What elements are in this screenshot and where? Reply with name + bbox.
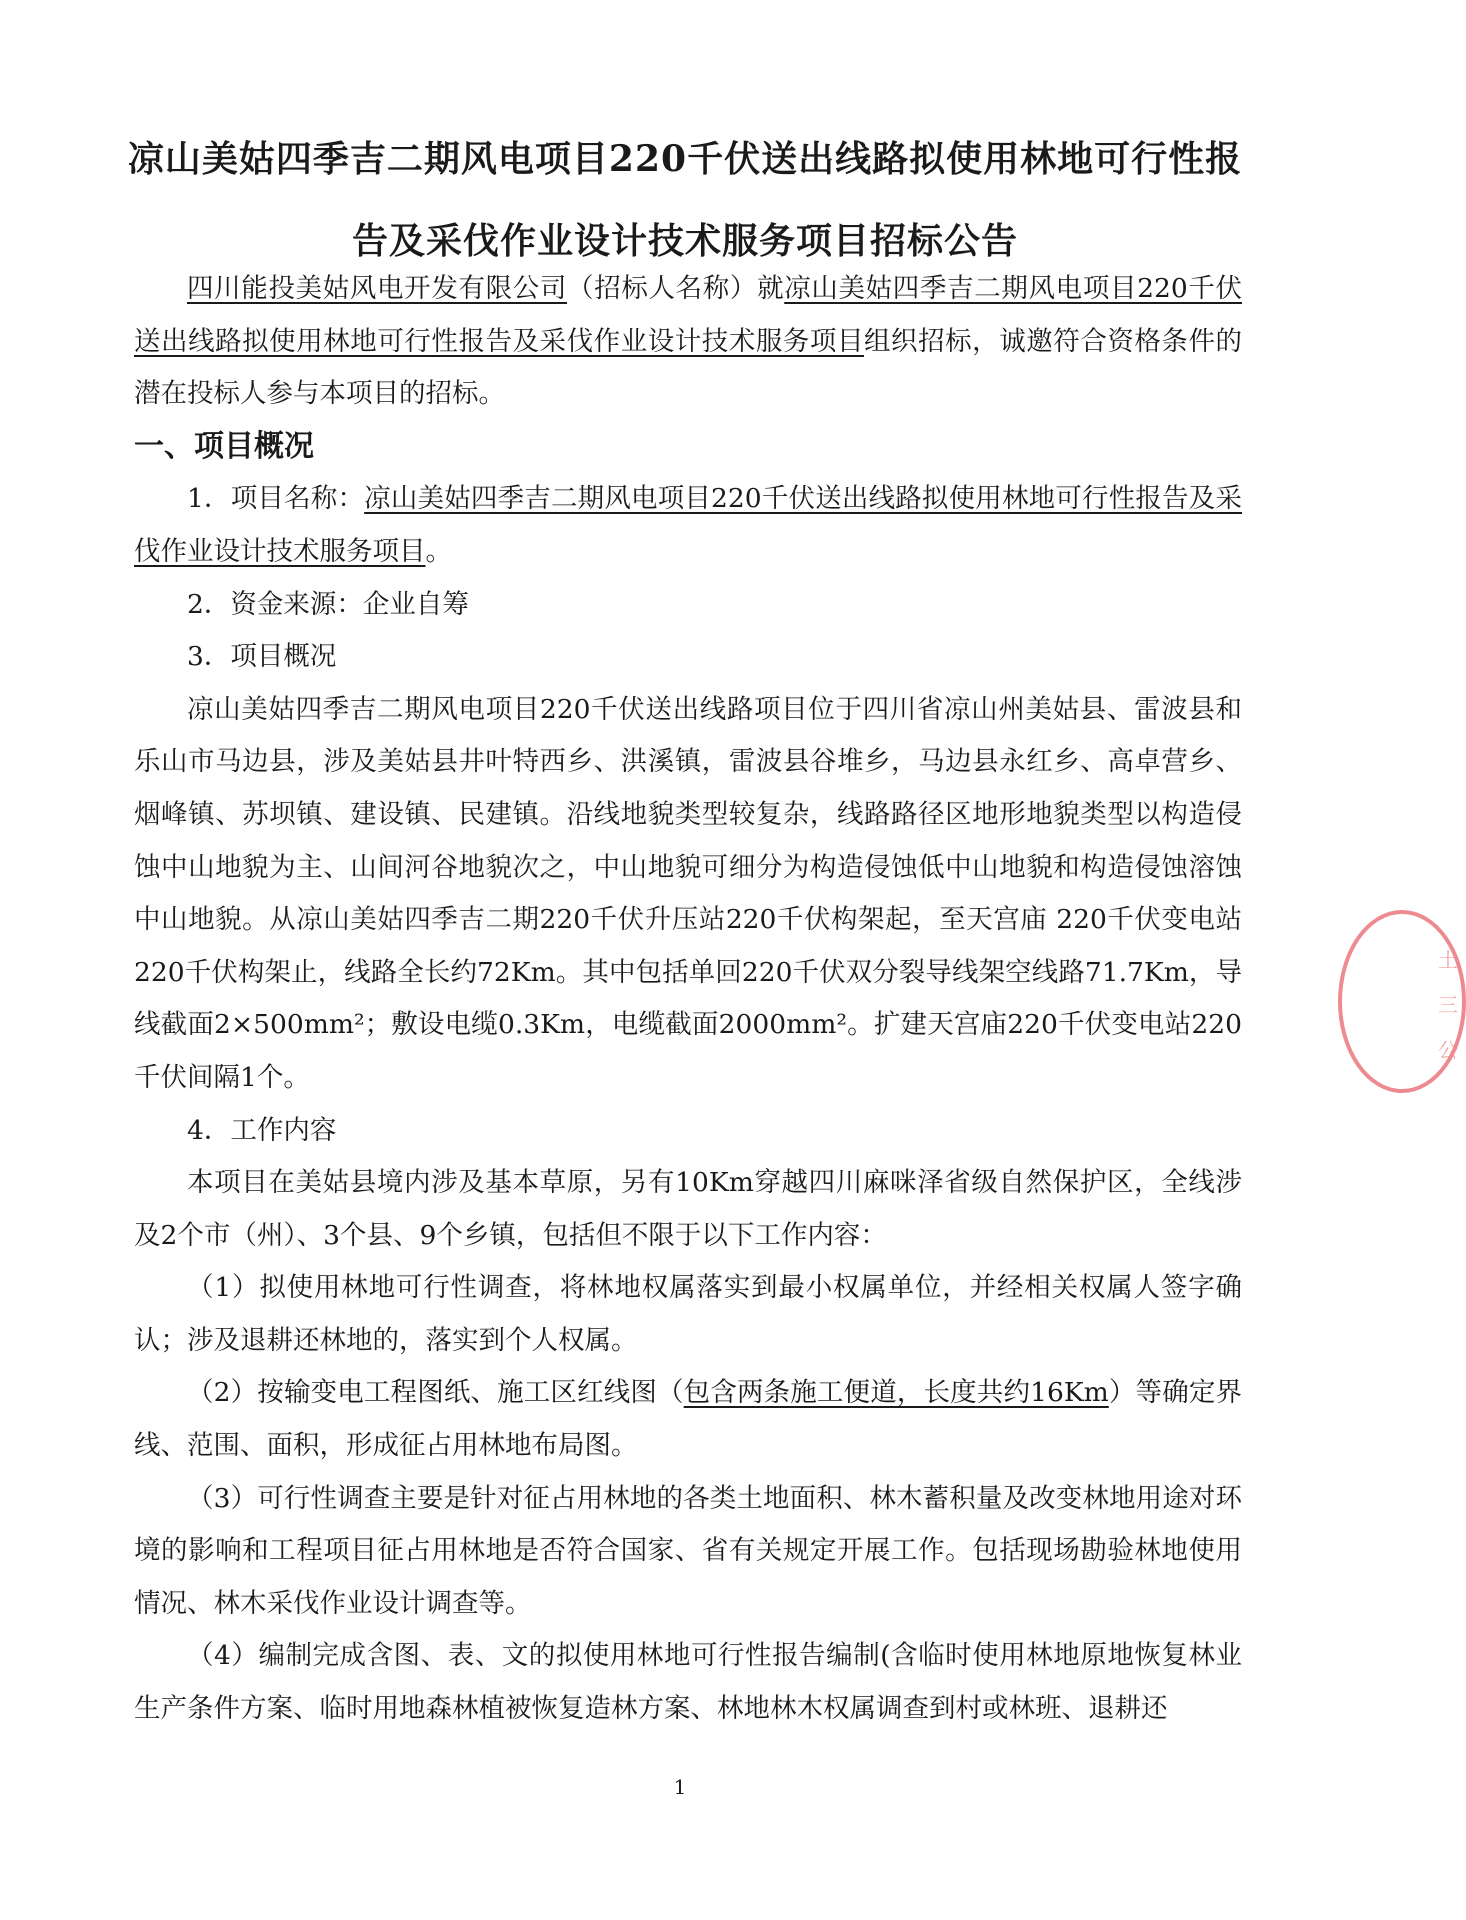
seal-char-1: 土 (1438, 948, 1458, 972)
partial-seal-stamp (1338, 910, 1466, 1093)
item1-value: 凉山美姑四季吉二期风电项目220千伏送出线路拟使用林地可行性报告及采伐作业设计技术服务项目 (134, 483, 1242, 567)
item4-label: 4．工作内容 (187, 1114, 337, 1146)
intro-rest: 组织招标，诚邀符合资格条件的潜在投标人参与本项目的招标。 (134, 325, 1243, 410)
item-project-name (134, 473, 1242, 578)
item3-label: 3．项目概况 (187, 641, 337, 673)
work-item-2 (134, 1367, 1242, 1472)
tenderer-name: 四川能投美姑风电开发有限公司 (187, 273, 568, 304)
tenderer-note: （招标人名称）就 (567, 273, 785, 304)
document-body (134, 263, 1242, 1736)
seal-char-3: 公 (1438, 1038, 1458, 1062)
item1-label: 1．项目名称： (187, 483, 365, 515)
item-funding: 2．资金来源：企业自筹 (187, 588, 469, 620)
page-number: 1 (673, 1775, 687, 1799)
item3-text: 凉山美姑四季吉二期风电项目220千伏送出线路项目位于四川省凉山州美姑县、雷波县和乐山市马边县，涉及美姑县井叶特西乡、洪溪镇，雷波县谷堆乡，马边县永红乡、高卓营乡、烟峰镇、苏坝镇、建设镇、民建镇。沿线地貌类型较复杂，线路路径区地形地貌类型以构造侵蚀中山地貌为主、山间河谷地貌次之，中山地貌可细分为构造侵蚀低中山地貌和构造侵蚀溶蚀中山地貌。从凉山美姑四季吉二期220千伏升压站220千伏构架起，至天宫庙 220千伏变电站220千伏构架止，线路全长约72Km。其中包括单回220千伏双分裂导线架空线路71.7Km，导线截面2×500mm²；敷设电缆0.3Km，电缆截面2000mm²。扩建天宫庙220千伏变电站220千伏间隔1个。 (134, 693, 1242, 1093)
document-title (120, 118, 1250, 282)
work-item-4: （4）编制完成含图、表、文的拟使用林地可行性报告编制(含临时使用林地原地恢复林业生产条件方案、临时用地森林植被恢复造林方案、林地林木权属调查到村或林班、退耕还 (134, 1640, 1242, 1725)
section-heading: 一、项目概况 (134, 428, 314, 464)
work-item-3: （3）可行性调查主要是针对征占用林地的各类土地面积、林木蓄积量及改变林地用途对环境的影响和工程项目征占用林地是否符合国家、省有关规定开展工作。包括现场勘验林地使用情况、林木采伐作业设计调查等。 (134, 1482, 1242, 1619)
intro-project-name: 凉山美姑四季吉二期风电项目220千伏送出线路拟使用林地可行性报告及采伐作业设计技术服务项目 (134, 273, 1242, 357)
seal-char-2: 三 (1438, 993, 1458, 1017)
work-item-2-underlined: 包含两条施工便道，长度共约16Km (683, 1377, 1109, 1409)
item4-text: 本项目在美姑县境内涉及基本草原，另有10Km穿越四川麻咪泽省级自然保护区，全线涉及2个市（州）、3个县、9个乡镇，包括但不限于以下工作内容： (134, 1167, 1242, 1251)
title-line-1: 凉山美姑四季吉二期风电项目220千伏送出线路拟使用林地可行性报 (127, 138, 1243, 180)
title-line-2: 告及采伐作业设计技术服务项目招标公告 (351, 220, 1018, 262)
work-item-1: （1）拟使用林地可行性调查，将林地权属落实到最小权属单位，并经相关权属人签字确认；涉及退耕还林地的，落实到个人权属。 (134, 1272, 1242, 1356)
intro-paragraph (134, 263, 1242, 421)
work-item-2-start: （2）按输变电工程图纸、施工区红线图（ (187, 1377, 684, 1409)
work-item-2-end: ）等确定界线、范围、面积，形成征占用林地布局图。 (134, 1377, 1242, 1462)
item1-end: 。 (425, 535, 452, 567)
